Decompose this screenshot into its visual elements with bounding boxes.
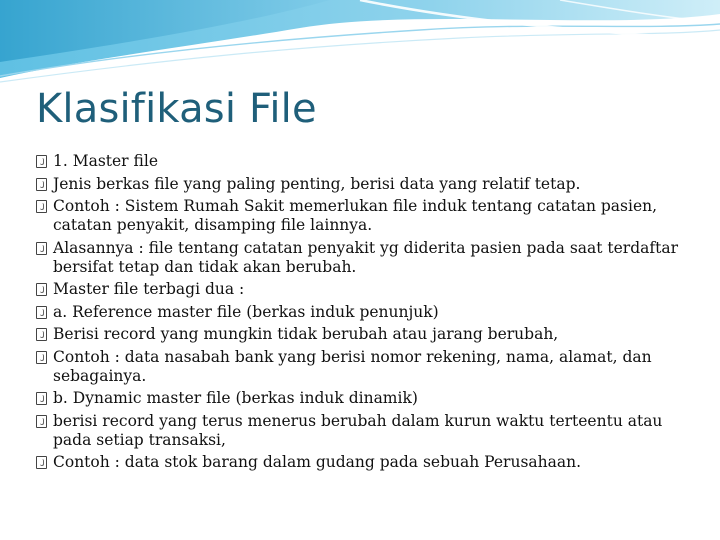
list-item	[36, 453, 686, 472]
list-item	[36, 389, 686, 408]
list-item	[36, 280, 686, 299]
list-item-text: Contoh : data nasabah bank yang berisi nomor rekening, nama, alamat, dan sebagainya.	[53, 347, 652, 385]
bullet-icon	[36, 155, 47, 168]
bullet-icon	[36, 283, 47, 296]
list-item-text: Contoh : Sistem Rumah Sakit memerlukan file induk tentang catatan pasien, catatan penyakit, disamping file lainnya.	[53, 197, 658, 234]
list-item	[36, 412, 686, 450]
bullet-icon	[36, 456, 47, 469]
bullet-icon	[36, 351, 47, 364]
list-item	[36, 197, 686, 235]
bullet-icon	[36, 415, 47, 428]
list-item	[36, 303, 686, 322]
list-item	[36, 325, 686, 344]
list-item-text: Master file terbagi dua :	[53, 280, 245, 298]
header-wave-decoration	[0, 0, 720, 90]
list-item	[36, 348, 686, 386]
list-item-text: a. Reference master file (berkas induk penunjuk)	[53, 302, 439, 321]
bullet-list	[36, 152, 686, 476]
list-item-text: 1. Master file	[53, 152, 158, 170]
list-item	[36, 152, 686, 171]
bullet-icon	[36, 200, 47, 213]
list-item-text: Jenis berkas file yang paling penting, berisi data yang relatif tetap.	[53, 174, 581, 193]
list-item	[36, 175, 686, 194]
list-item-text: berisi record yang terus menerus berubah dalam kurun waktu terteentu atau pada setiap transaksi,	[53, 411, 663, 449]
slide-title: Klasifikasi File	[36, 86, 317, 132]
bullet-icon	[36, 178, 47, 191]
list-item	[36, 239, 686, 277]
list-item-text: b. Dynamic master file (berkas induk dinamik)	[53, 389, 418, 407]
list-item-text: Contoh : data stok barang dalam gudang pada sebuah Perusahaan.	[53, 453, 582, 471]
bullet-icon	[36, 242, 47, 255]
list-item-text: Berisi record yang mungkin tidak berubah atau jarang berubah,	[53, 325, 559, 343]
bullet-icon	[36, 392, 47, 405]
bullet-icon	[36, 306, 47, 319]
bullet-icon	[36, 328, 47, 341]
list-item-text: Alasannya : file tentang catatan penyakit yg diderita pasien pada saat terdaftar bersifat tetap dan tidak akan berubah.	[53, 238, 678, 276]
